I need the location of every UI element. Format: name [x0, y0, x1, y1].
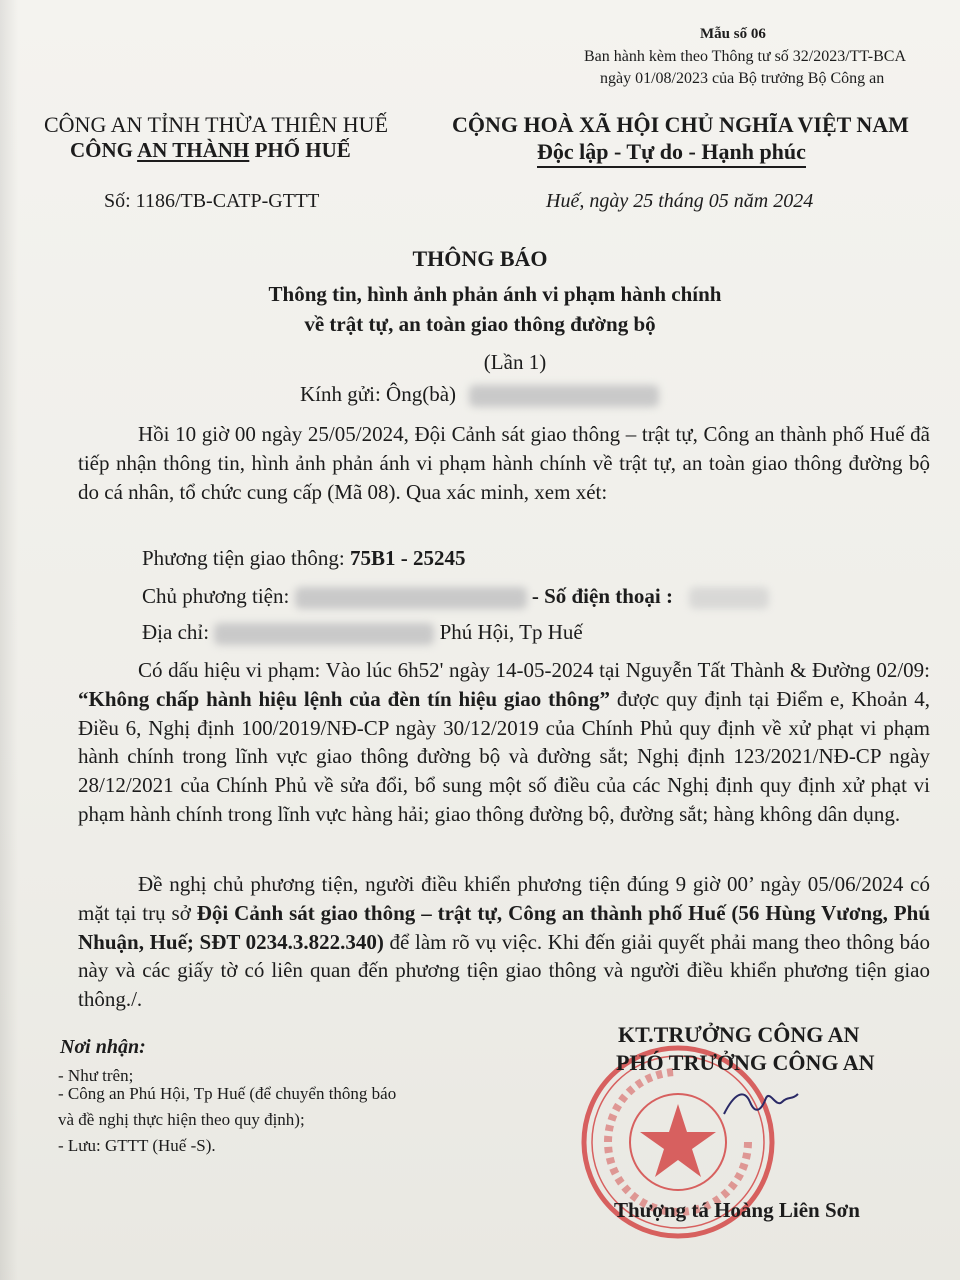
paragraph-violation — [78, 656, 930, 829]
document-number: Số: 1186/TB-CATP-GTTT — [104, 190, 320, 212]
phone-label: - Số điện thoại : — [526, 584, 674, 608]
recipient-label: Kính gửi: Ông(bà) — [300, 382, 457, 406]
request-text-a: Đề nghị chủ phương tiện, người điều khiển phương tiện đúng 9 giờ 00’ ngày 05/06/2024 có mặt tại trụ sở — [78, 872, 930, 925]
document-title: THÔNG BÁO — [412, 246, 548, 271]
recipient-line — [300, 382, 659, 407]
violation-text-a: Có dấu hiệu vi phạm: Vào lúc 6h52' ngày 14-05-2024 tại Nguyễn Tất Thành & Đường 02/09: — [138, 658, 930, 682]
recipients-item: - Lưu: GTTT (Huế -S). — [58, 1136, 216, 1155]
redacted-recipient-name — [469, 385, 659, 407]
recipients-title: Nơi nhận: — [60, 1036, 146, 1058]
request-text-b: để làm rõ vụ việc. Khi đến giải quyết phải mang theo thông báo này và các giấy tờ có liên quan đến phương tiện giao thông và người điều khiển phương tiện giao thông./. — [78, 929, 930, 1012]
redacted-owner-name — [295, 587, 527, 609]
recipients-item: - Như trên; — [58, 1066, 134, 1085]
vehicle-label: Phương tiện giao thông: — [142, 546, 350, 570]
vehicle-plate: 75B1 - 25245 — [349, 546, 466, 570]
request-office: Đội Cảnh sát giao thông – trật tự, Công an thành phố Huế (56 Hùng Vương, Phú Nhuận, Huế; SĐT 0234.3.822.340) — [78, 900, 930, 954]
issued-by-line-2: ngày 01/08/2023 của Bộ trưởng Bộ Công an — [600, 70, 885, 87]
redacted-phone — [689, 587, 769, 609]
document-subtitle-1: Thông tin, hình ảnh phản ánh vi phạm hành chính — [268, 282, 722, 306]
owner-line — [142, 584, 769, 609]
issuing-org-pre: CÔNG — [70, 138, 138, 162]
redacted-address — [214, 623, 434, 645]
signer-name: Thượng tá Hoàng Liên Sơn — [614, 1198, 860, 1222]
notice-round: (Lần 1) — [483, 350, 547, 374]
issuing-org — [70, 138, 351, 163]
signature-title-1: KT.TRƯỞNG CÔNG AN — [618, 1022, 860, 1047]
issuing-org-underlined: AN THÀNH — [137, 138, 250, 162]
paragraph-intro: Hồi 10 giờ 00 ngày 25/05/2024, Đội Cảnh sát giao thông – trật tự, Công an thành phố Huế đã tiếp nhận thông tin, hình ảnh phản ánh vi phạm hành chính về trật tự, an toàn giao thông đường bộ do cá nhân, tổ chức cung cấp (Mã 08). Qua xác minh, xem xét: — [78, 422, 930, 504]
recipients-item: - Công an Phú Hội, Tp Huế (để chuyển thông báo — [58, 1084, 397, 1103]
address-label: Địa chỉ: — [142, 620, 215, 644]
owner-label: Chủ phương tiện: — [142, 584, 295, 608]
paragraph-request — [78, 870, 930, 1014]
violation-name: “Không chấp hành hiệu lệnh của đèn tín hiệu giao thông” — [78, 686, 610, 711]
issuing-org-parent: CÔNG AN TỈNH THỪA THIÊN HUẾ — [44, 112, 389, 137]
form-number: Mẫu số 06 — [700, 26, 766, 42]
issuing-org-post: PHỐ HUẾ — [249, 138, 351, 162]
recipients-item: và đề nghị thực hiện theo quy định); — [58, 1110, 305, 1129]
page-shadow — [0, 0, 18, 1280]
national-motto: Độc lập - Tự do - Hạnh phúc — [537, 139, 806, 168]
signature-title-2: PHÓ TRƯỞNG CÔNG AN — [616, 1050, 875, 1075]
address-value: Phú Hội, Tp Huế — [434, 620, 583, 644]
violation-text-b: được quy định tại Điểm e, Khoản 4, Điều 6, Nghị định 100/2019/NĐ-CP ngày 30/12/2019 của Chính Phủ quy định về xử phạt vi phạm hành chính trong lĩnh vực giao thông đường bộ và đường sắt; Nghị định 123/2021/NĐ-CP ngày 28/12/2021 của Chính Phủ về sửa đổi, bổ sung một số điều của các Nghị định quy định xử phạt vi phạm hành chính trong lĩnh vực hàng hải; giao thông đường bộ, đường sắt; hàng không dân dụng. — [78, 686, 930, 826]
place-date: Huế, ngày 25 tháng 05 năm 2024 — [546, 190, 814, 212]
address-line — [142, 620, 583, 645]
issued-by-line-1: Ban hành kèm theo Thông tư số 32/2023/TT-BCA — [584, 48, 906, 65]
vehicle-line — [142, 546, 465, 571]
signature-icon — [720, 1084, 800, 1124]
national-title: CỘNG HOÀ XÃ HỘI CHỦ NGHĨA VIỆT NAM — [452, 112, 909, 137]
document-subtitle-2: về trật tự, an toàn giao thông đường bộ — [304, 312, 656, 336]
